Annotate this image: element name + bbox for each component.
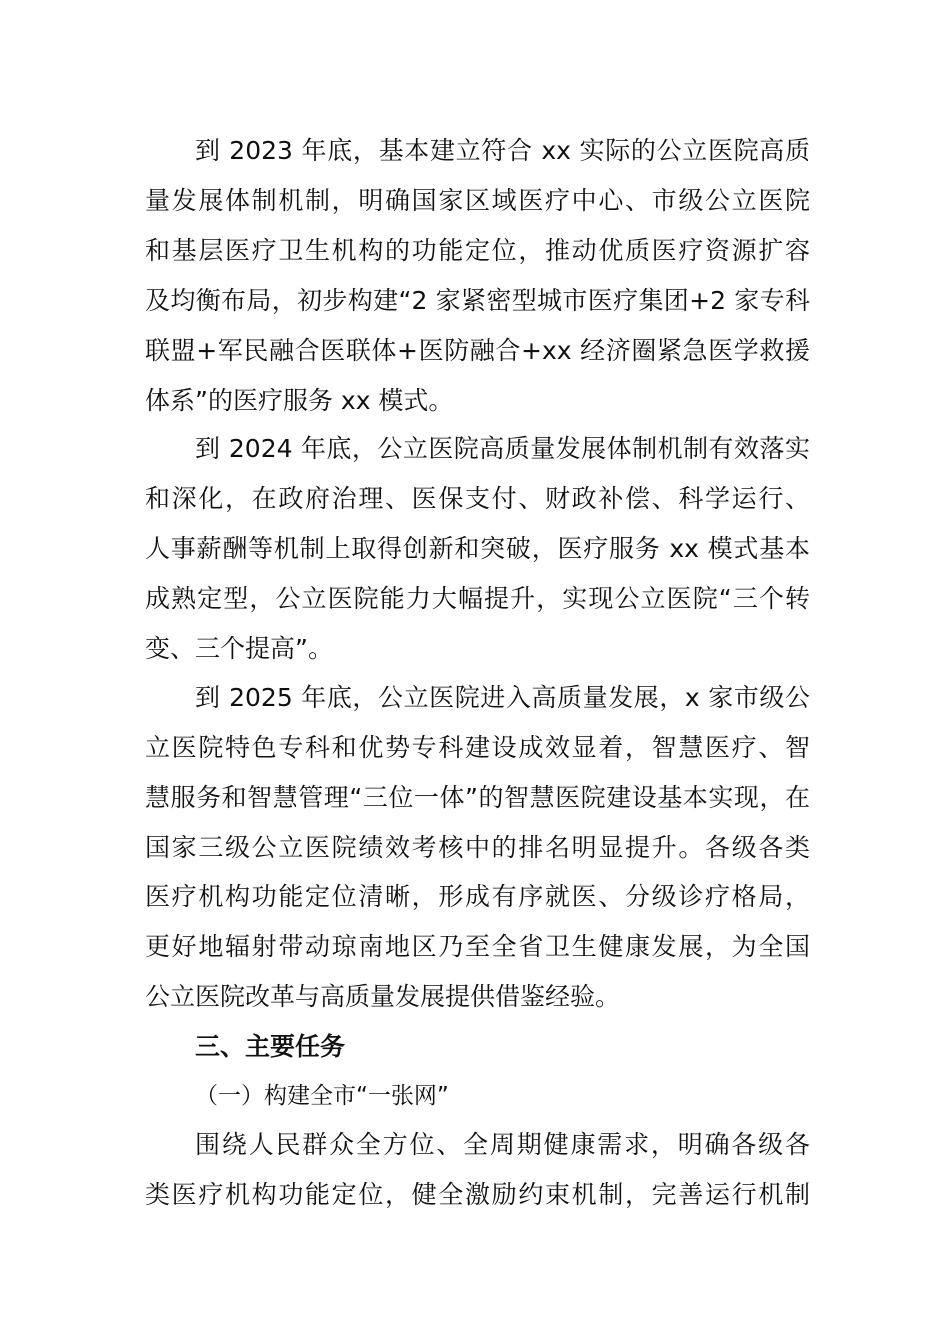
text-line: 成熟定型，公立医院能力大幅提升，实现公立医院“三个转 [145, 584, 810, 613]
section-heading: 三、主要任务 [195, 1032, 346, 1061]
text-line: 国家三级公立医院绩效考核中的排名明显提升。各级各类 [145, 833, 810, 862]
text-line: 量发展体制机制，明确国家区域医疗中心、市级公立医院 [145, 186, 810, 215]
text-line: 和深化，在政府治理、医保支付、财政补偿、科学运行、 [145, 484, 810, 513]
text-line: 到 2025 年底，公立医院进入高质量发展，x 家市级公 [195, 683, 810, 712]
text-line: 更好地辐射带动琼南地区乃至全省卫生健康发展，为全国 [145, 932, 810, 961]
subsection-heading: （一）构建全市“一张网” [195, 1083, 449, 1109]
text-line: 变、三个提高”。 [145, 634, 333, 663]
text-line: 慧服务和智慧管理“三位一体”的智慧医院建设基本实现，在 [145, 783, 810, 812]
text-line: 到 2024 年底，公立医院高质量发展体制机制有效落实 [195, 434, 810, 463]
text-line: 公立医院改革与高质量发展提供借鉴经验。 [145, 982, 621, 1011]
text-line: 立医院特色专科和优势专科建设成效显着，智慧医疗、智 [145, 733, 810, 762]
text-line: 及均衡布局，初步构建“2 家紧密型城市医疗集团+2 家专科 [145, 286, 810, 315]
text-line: 到 2023 年底，基本建立符合 xx 实际的公立医院高质 [195, 136, 810, 165]
text-line: 人事薪酬等机制上取得创新和突破，医疗服务 xx 模式基本 [145, 534, 810, 563]
text-line: 体系”的医疗服务 xx 模式。 [145, 386, 454, 415]
text-line: 围绕人民群众全方位、全周期健康需求，明确各级各 [195, 1130, 810, 1159]
text-line: 医疗机构功能定位清晰，形成有序就医、分级诊疗格局， [145, 882, 810, 911]
text-line: 和基层医疗卫生机构的功能定位，推动优质医疗资源扩容 [145, 236, 810, 265]
text-line: 类医疗机构功能定位，健全激励约束机制，完善运行机制 [145, 1180, 810, 1209]
text-line: 联盟+军民融合医联体+医防融合+xx 经济圈紧急医学救援 [145, 336, 810, 365]
